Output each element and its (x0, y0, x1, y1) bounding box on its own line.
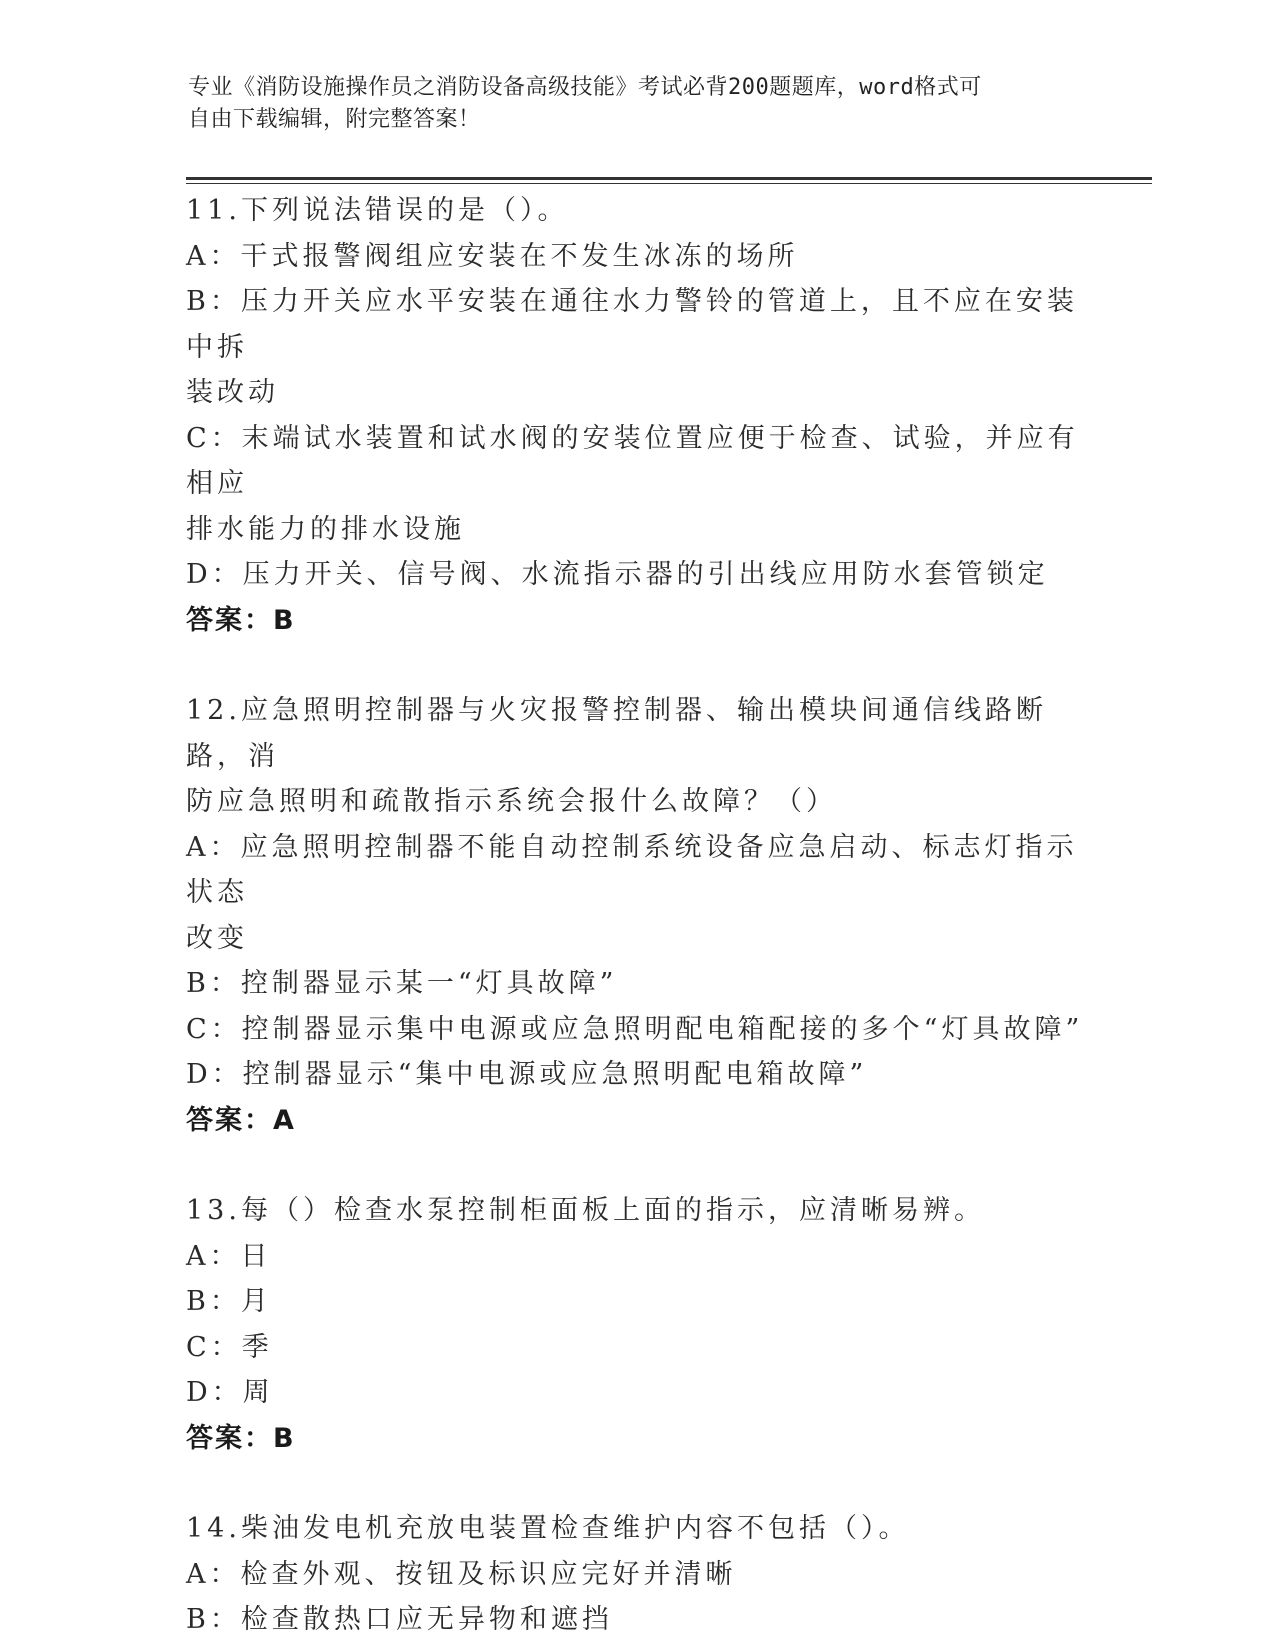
question-13 (186, 1188, 1086, 1461)
question-stem: 14.柴油发电机充放电装置检查维护内容不包括（）。 (186, 1513, 910, 1544)
document-header (188, 72, 1068, 136)
answer: 答案：A (186, 1104, 296, 1136)
option-b-continued: 装改动 (186, 377, 279, 408)
option-a: A：日 (186, 1240, 272, 1272)
question-12 (186, 688, 1086, 1143)
question-11 (186, 188, 1086, 643)
option-b: B：月 (186, 1286, 272, 1317)
option-c-continued: 排水能力的排水设施 (186, 513, 465, 545)
option-a: A：干式报警阀组应安装在不发生冰冻的场所 (186, 240, 799, 272)
question-stem: 12.应急照明控制器与火灾报警控制器、输出模块间通信线路断路，消 (186, 695, 1047, 772)
option-c: C：末端试水装置和试水阀的安装位置应便于检查、试验，并应有相应 (186, 422, 1079, 499)
header-rule-thin (186, 183, 1152, 184)
spacer (186, 1461, 1086, 1506)
option-d: D：周 (186, 1377, 274, 1408)
answer: 答案：B (186, 604, 296, 636)
answer: 答案：B (186, 1422, 296, 1454)
question-stem: 11.下列说法错误的是（）。 (186, 195, 569, 226)
option-a: A：检查外观、按钮及标识应完好并清晰 (186, 1558, 737, 1590)
spacer (186, 1143, 1086, 1188)
option-a-continued: 改变 (186, 922, 248, 954)
question-stem: 13.每（）检查水泵控制柜面板上面的指示，应清晰易辨。 (186, 1195, 985, 1226)
header-line-2: 自由下载编辑，附完整答案！ (188, 107, 481, 132)
question-stem-continued: 防应急照明和疏散指示系统会报什么故障？（） (186, 786, 837, 817)
question-list (186, 188, 1086, 1643)
header-rule-thick (186, 177, 1152, 180)
option-a: A：应急照明控制器不能自动控制系统设备应急启动、标志灯指示状态 (186, 831, 1078, 908)
spacer (186, 643, 1086, 688)
option-b: B：检查散热口应无异物和遮挡 (186, 1604, 613, 1635)
question-14 (186, 1506, 1086, 1643)
option-d: D：控制器显示“集中电源或应急照明配电箱故障” (186, 1059, 868, 1090)
option-b: B：压力开关应水平安装在通往水力警铃的管道上，且不应在安装中拆 (186, 286, 1078, 363)
option-c: C：控制器显示集中电源或应急照明配电箱配接的多个“灯具故障” (186, 1013, 1084, 1045)
option-b: B：控制器显示某一“灯具故障” (186, 968, 618, 999)
option-c: C：季 (186, 1331, 273, 1363)
option-d: D：压力开关、信号阀、水流指示器的引出线应用防水套管锁定 (186, 559, 1049, 590)
header-line-1: 专业《消防设施操作员之消防设备高级技能》考试必背200题题库，word格式可 (188, 75, 982, 100)
